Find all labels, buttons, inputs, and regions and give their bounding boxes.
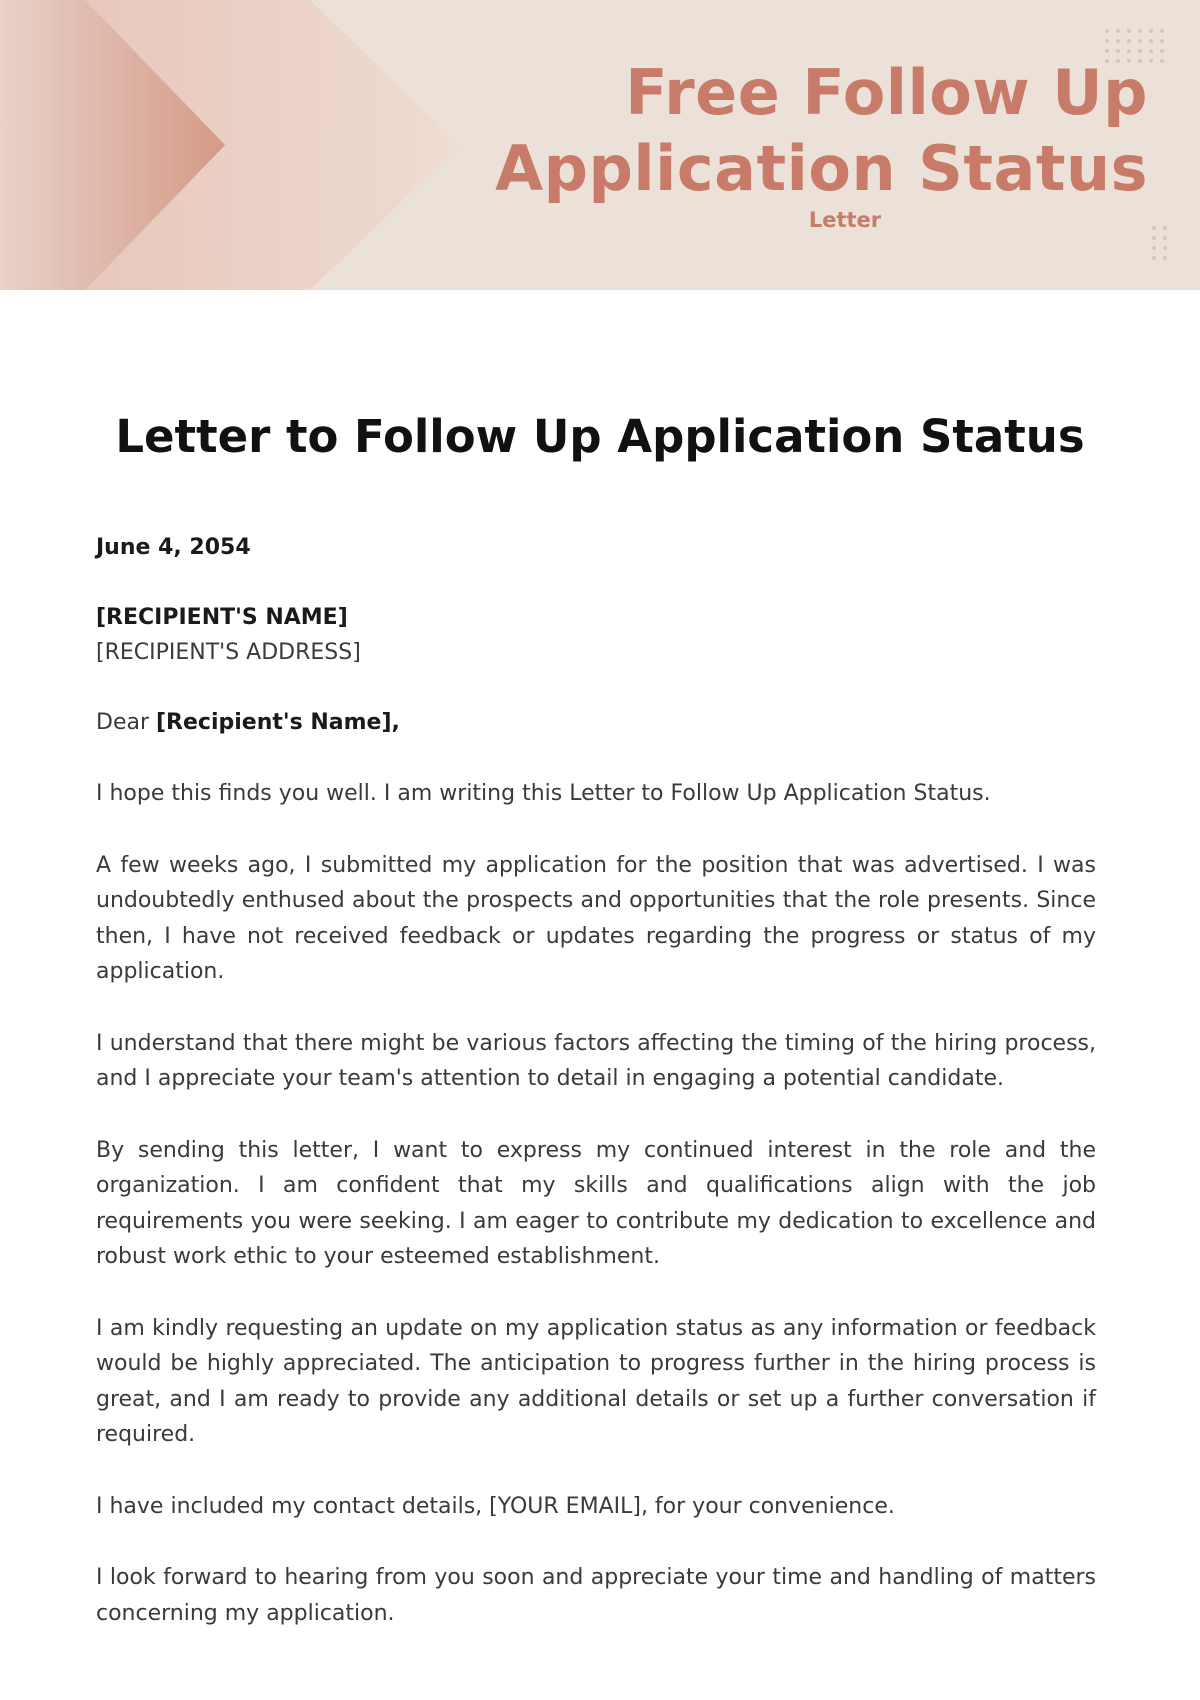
paragraph: By sending this letter, I want to express my continued interest in the role and the organization. I am confident that my skills and qualifications align with the job requirements you were seeking. I am eager to contribute my dedication to excellence and robust work ethic to your esteemed establishment.	[96, 1137, 1096, 1269]
salutation	[96, 705, 1096, 741]
banner-title-line-1: Free Follow Up	[625, 56, 1148, 129]
paragraph: A few weeks ago, I submitted my application for the position that was advertised. I was undoubtedly enthused about the prospects and opportunities that the role presents. Since then, I have not received feedback or updates regarding the progress or status of my application.	[96, 852, 1096, 984]
letter-date: June 4, 2054	[96, 535, 251, 560]
banner-title	[448, 55, 1148, 207]
dot-grid-bottom-icon	[1150, 225, 1172, 263]
paragraph: I am kindly requesting an update on my application status as any information or feedback would be highly appreciated. The anticipation to progress further in the hiring process is great, and I am ready to provide any additional details or set up a further conversation if required.	[96, 1315, 1096, 1447]
chevron-decoration-icon	[0, 0, 480, 290]
paragraph: I look forward to hearing from you soon and appreciate your time and handling of matters concerning my application.	[96, 1565, 1096, 1626]
document-title: Letter to Follow Up Application Status	[115, 410, 1085, 463]
recipient-name: [RECIPIENT'S NAME]	[96, 604, 348, 630]
header-banner	[0, 0, 1200, 290]
letter-body	[96, 530, 1096, 1667]
banner-title-line-2: Application Status	[495, 132, 1148, 205]
salutation-name: [Recipient's Name],	[156, 709, 400, 735]
salutation-prefix: Dear	[96, 709, 156, 735]
paragraph: I understand that there might be various factors affecting the timing of the hiring process, and I appreciate your team's attention to detail in engaging a potential candidate.	[96, 1030, 1096, 1091]
banner-subtitle: Letter	[808, 208, 882, 232]
recipient-address: [RECIPIENT'S ADDRESS]	[96, 640, 361, 665]
paragraph: I have included my contact details, [YOUR EMAIL], for your convenience.	[96, 1493, 895, 1519]
paragraph: I hope this finds you well. I am writing this Letter to Follow Up Application Status.	[96, 781, 991, 806]
